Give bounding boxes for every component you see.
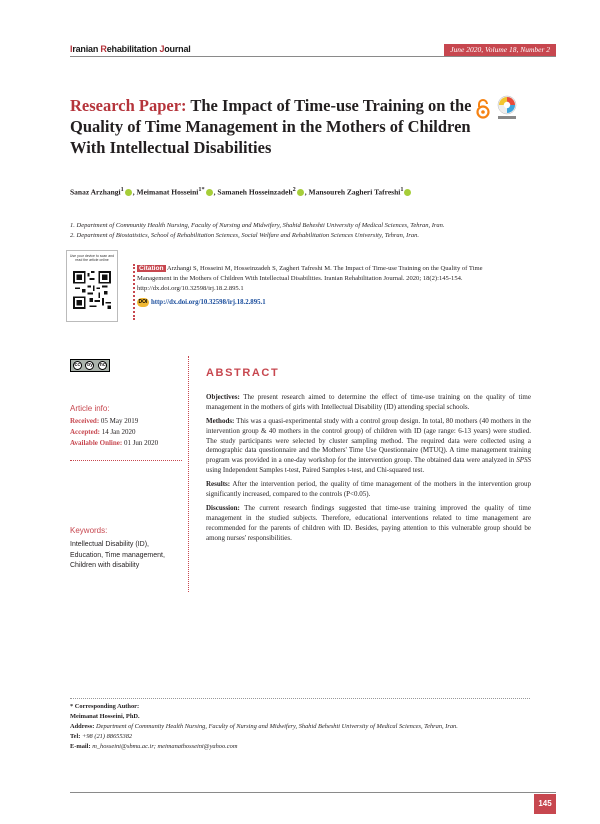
author-list: Sanaz Arzhangi$^1$ , Meimanat Hosseini$^{1*}$ , Samaneh Hosseinzadeh$^2$ , Mansoureh Zagheri Tafreshi$^1$ [70, 186, 412, 197]
email-label: E-mail: [70, 743, 91, 750]
results-label: Results: [206, 480, 231, 489]
author-name[interactable]: Mansoureh Zagheri Tafreshi [308, 187, 401, 197]
article-title [70, 95, 480, 158]
discussion-label: Discussion: [206, 504, 240, 513]
article-type: Research Paper: [70, 96, 187, 115]
abstract-heading: ABSTRACT [206, 367, 280, 379]
abstract-methods [206, 417, 531, 476]
orcid-icon[interactable] [404, 189, 411, 196]
accepted-row [70, 427, 158, 438]
corresponding-heading: * Corresponding Author: [70, 703, 140, 710]
cc-icon: cc [74, 362, 81, 368]
by-icon: by [87, 362, 93, 368]
address-text: Department of Community Health Nursing, Faculty of Nursing and Midwifery, Shahid Beheshti University of Medical Sciences, Tehran, Iran. [94, 723, 458, 730]
methods-label: Methods: [206, 417, 235, 426]
author-name[interactable]: Sanaz Arzhangi [70, 187, 121, 197]
header-rule [70, 56, 556, 57]
author-affiliation-mark: 2 [292, 186, 296, 193]
doi-icon: DOI [138, 299, 148, 305]
online-label: Available Online: [70, 439, 123, 447]
accepted-date: 14 Jan 2020 [99, 428, 136, 436]
footer-rule [70, 792, 556, 793]
tel-label: Tel: [70, 733, 81, 740]
affiliation: 2. Department of Biostatistics, School of Rehabilitation Sciences, Social Welfare and Rehabilitation Sciences University, Tehran, Iran. [70, 232, 419, 239]
corresponding-author [70, 702, 458, 752]
received-date: 05 May 2019 [99, 417, 139, 425]
abstract-discussion [206, 504, 531, 543]
citation-box [133, 264, 513, 320]
journal-initial: R [100, 44, 107, 54]
open-access-icon [476, 99, 490, 119]
qr-box [66, 250, 118, 322]
results-text: After the intervention period, the quality of time management of the mothers in the intervention group significantly increased, compared to the controls (P<0.05). [206, 480, 531, 499]
column-divider [188, 356, 189, 592]
abstract-body [206, 393, 531, 548]
author-affiliation-mark: 1* [198, 186, 205, 193]
orcid-icon[interactable] [297, 189, 304, 196]
journal-name [70, 44, 191, 54]
issue-label: June 2020, Volume 18, Number 2 [444, 44, 556, 56]
orcid-icon[interactable] [125, 189, 132, 196]
journal-word: ournal [164, 44, 191, 54]
online-date: 01 Jun 2020 [122, 439, 159, 447]
qr-code-icon[interactable] [73, 271, 111, 309]
objectives-label: Objectives: [206, 393, 240, 401]
title-text: The Impact of Time-use Training on the Quality of Time Management in the Mothers of Children With Intellectual Disabilities [70, 96, 472, 157]
qr-caption: Use your device to scan and read the article online [69, 254, 115, 262]
accepted-label: Accepted: [70, 428, 100, 436]
discussion-text: The current research findings suggested that time-use training improved the quality of time management in the studied subjects. Therefore, educational interventions related to time management are recommended for the parents of children with ID. Besides, paying attention to this vulnerable group should be among nurses' responsibilities. [206, 504, 531, 542]
tel-text: +98 (21) 88655382 [80, 733, 133, 740]
abstract-objectives [206, 393, 531, 413]
doi-row [137, 298, 513, 307]
side-divider [70, 460, 182, 461]
journal-word: ehabilitation [106, 44, 160, 54]
citation-text [137, 264, 513, 294]
journal-word: ranian [72, 44, 101, 54]
abstract-results [206, 480, 531, 500]
received-label: Received: [70, 417, 100, 425]
author-affiliation-mark: 1 [120, 186, 124, 193]
journal-initial: J [159, 44, 165, 54]
cc-license-icon[interactable] [70, 359, 110, 372]
affiliation: 1. Department of Community Health Nursing, Faculty of Nursing and Midwifery, Shahid Beheshti University of Medical Sciences, Tehran, Iran. [70, 222, 445, 229]
doi-link[interactable]: http://dx.doi.org/10.32598/irj.18.2.895.1 [151, 299, 266, 307]
citation-label: Citation [139, 265, 164, 272]
keywords-list: Intellectual Disability (ID), Education, Time management, Children with disability [70, 541, 165, 569]
online-row [70, 438, 158, 449]
corresponding-divider [70, 698, 530, 699]
received-row [70, 416, 158, 427]
nc-icon: nc [99, 362, 106, 368]
article-info [70, 416, 158, 449]
page-number: 145 [534, 794, 556, 814]
citation-body: Arzhangi S, Hosseini M, Hosseinzadeh S, Zagheri Tafreshi M. The Impact of Time-use Training on the Quality of Time Management in the Mothers of Children With Intellectual Disabilities. Iranian Rehabilitation Journal. 2020; 18(2):145-154. http://dx.doi.org/10.32598/irj.18.2.895.1 [137, 265, 483, 292]
journal-initial: I [70, 44, 73, 54]
crossmark-icon[interactable] [496, 95, 518, 121]
methods-text: This was a quasi-experimental study with a control group design. In total, 80 mothers (40 mothers in the intervention group & 40 mothers in the control group) of children with ID (age range: 6-13 years) were studied. The study participants were selected by cluster sampling method. The required data were collected using a demographic data questionnaire and the Mothers' Time Use Questionnaire (MTUQ). A time management training program was provided in a one-day workshop for the intervention group. The obtained data were analyzed in [206, 417, 531, 465]
keywords-heading: Keywords: [70, 526, 108, 535]
author-affiliation-mark: 1 [400, 186, 404, 193]
methods-text-end: using Independent Samples t-test, Paired Samples t-test, and Chi-squared test. [206, 466, 425, 475]
methods-software: SPSS [516, 456, 531, 465]
author-name[interactable]: Meimanat Hosseini [136, 187, 199, 197]
corresponding-name: Meimanat Hosseini, PhD. [70, 713, 140, 720]
article-info-heading: Article info: [70, 404, 110, 413]
objectives-text: The present research aimed to determine the effect of time-use training on the quality of time management in the mothers of girls with Intellectual Disability (ID) attending special schools. [206, 393, 531, 411]
author-name[interactable]: Samaneh Hosseinzadeh [217, 187, 293, 197]
address-label: Address: [70, 723, 95, 730]
orcid-icon[interactable] [206, 189, 213, 196]
email-text[interactable]: m_hosseini@sbmu.ac.ir; meimanathosseini@yahoo.com [90, 743, 238, 750]
